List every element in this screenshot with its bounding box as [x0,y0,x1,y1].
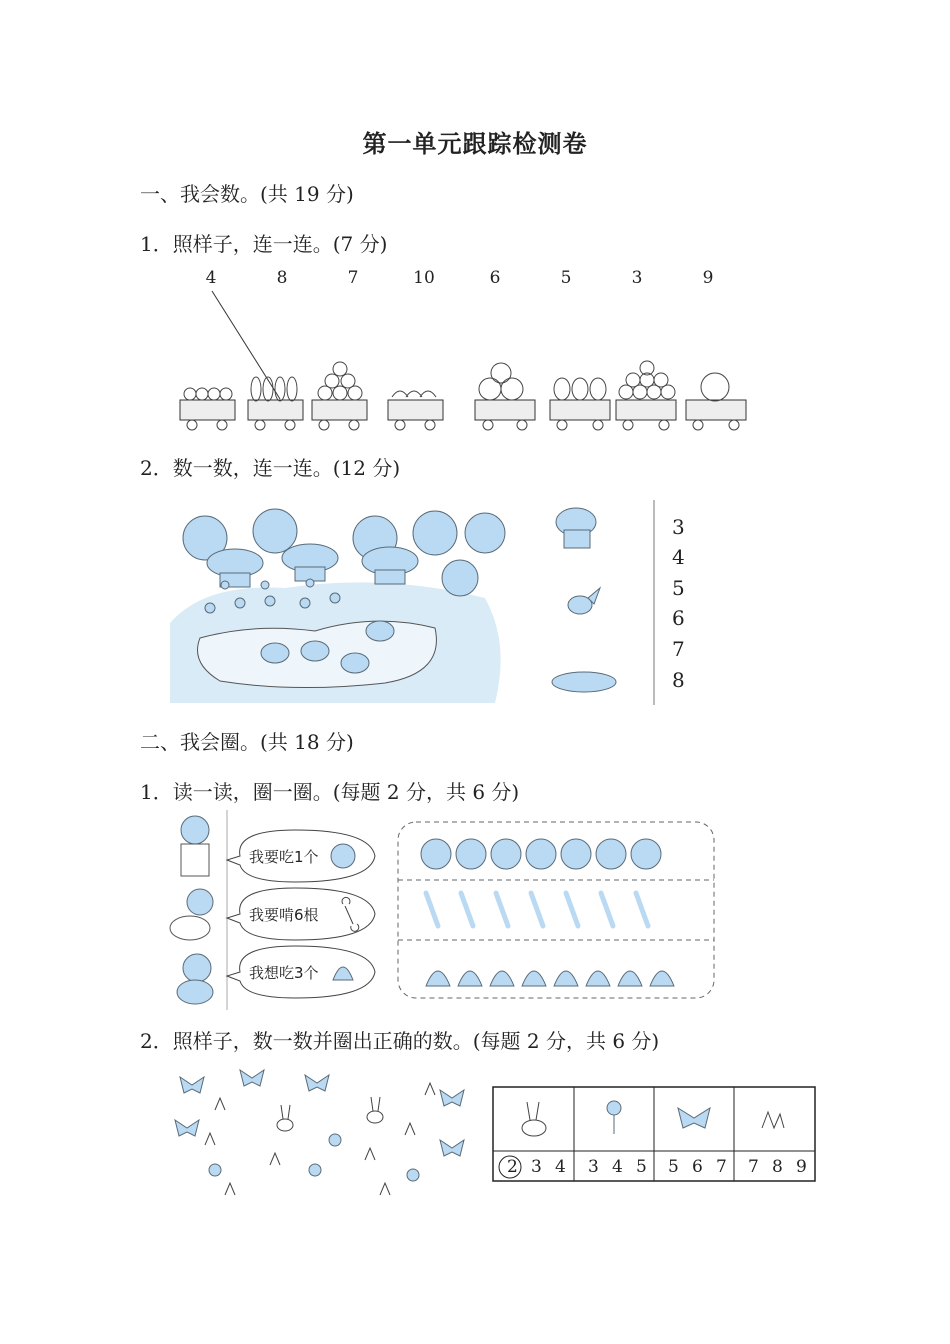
cart-icon [312,362,367,430]
number-label[interactable]: 7 [672,637,685,661]
monkey-icon [177,954,213,1004]
number-label[interactable]: 4 [205,268,217,288]
bubble-text: 我要吃1个 [249,848,319,866]
question-2-1: 1．读一读，圈一圈。(每题 2 分，共 6 分) [140,780,520,804]
option-number[interactable]: 4 [555,1157,566,1177]
number-label[interactable]: 4 [672,545,685,569]
option-number[interactable]: 7 [748,1157,759,1177]
number-label[interactable]: 5 [672,576,685,600]
cart-icon [616,361,676,430]
number-label[interactable]: 9 [702,268,714,288]
option-number[interactable]: 4 [612,1157,623,1177]
number-label[interactable]: 5 [560,268,572,288]
mushroom-house-icon [556,508,596,548]
puppy-icon [170,889,213,940]
characters-speech-illustration [165,810,395,1010]
page-title: 第一单元跟踪检测卷 [362,130,588,158]
option-number[interactable]: 5 [668,1157,679,1177]
bubble-text: 我想吃3个 [249,964,319,982]
number-label[interactable]: 3 [672,515,685,539]
question-2-2: 2．照样子，数一数并圈出正确的数。(每题 2 分，共 6 分) [140,1029,660,1053]
count-targets [548,500,658,705]
option-number[interactable]: 2 [507,1157,518,1177]
forest-pond-illustration [165,503,510,703]
cart-icon [388,391,443,430]
apples-row [421,839,661,869]
fruit-carts-illustration [160,285,780,440]
number-label[interactable]: 3 [631,268,643,288]
option-number[interactable]: 3 [588,1157,599,1177]
number-label[interactable]: 8 [276,268,288,288]
lily-pad-icon [552,672,616,692]
items-box [396,818,718,1002]
apple-icon [331,844,355,868]
peaches-row [426,971,674,986]
number-label[interactable]: 10 [413,268,435,288]
question-1-1: 1．照样子，连一连。(7 分) [140,232,388,256]
option-number[interactable]: 9 [796,1157,807,1177]
option-number[interactable]: 6 [692,1157,703,1177]
section-2-heading: 二、我会圈。(共 18 分) [140,730,354,754]
sample-connector-line [212,291,280,399]
bird-icon [568,588,600,614]
option-number[interactable]: 3 [531,1157,542,1177]
number-label[interactable]: 6 [672,606,685,630]
number-label[interactable]: 8 [672,668,685,692]
scattered-items-illustration [165,1065,485,1205]
cart-icon [475,363,535,430]
boy-icon [181,816,209,876]
number-label[interactable]: 6 [489,268,501,288]
option-number[interactable]: 7 [716,1157,727,1177]
option-number[interactable]: 5 [636,1157,647,1177]
number-label[interactable]: 7 [347,268,359,288]
section-1-heading: 一、我会数。(共 19 分) [140,182,354,206]
cart-icon [550,378,610,430]
cart-icon [180,388,235,430]
question-1-2: 2．数一数，连一连。(12 分) [140,456,401,480]
cart-icon [686,373,746,430]
cart-icon [248,377,303,430]
bones-row [426,893,648,926]
option-number[interactable]: 8 [772,1157,783,1177]
bubble-text: 我要啃6根 [249,906,319,924]
